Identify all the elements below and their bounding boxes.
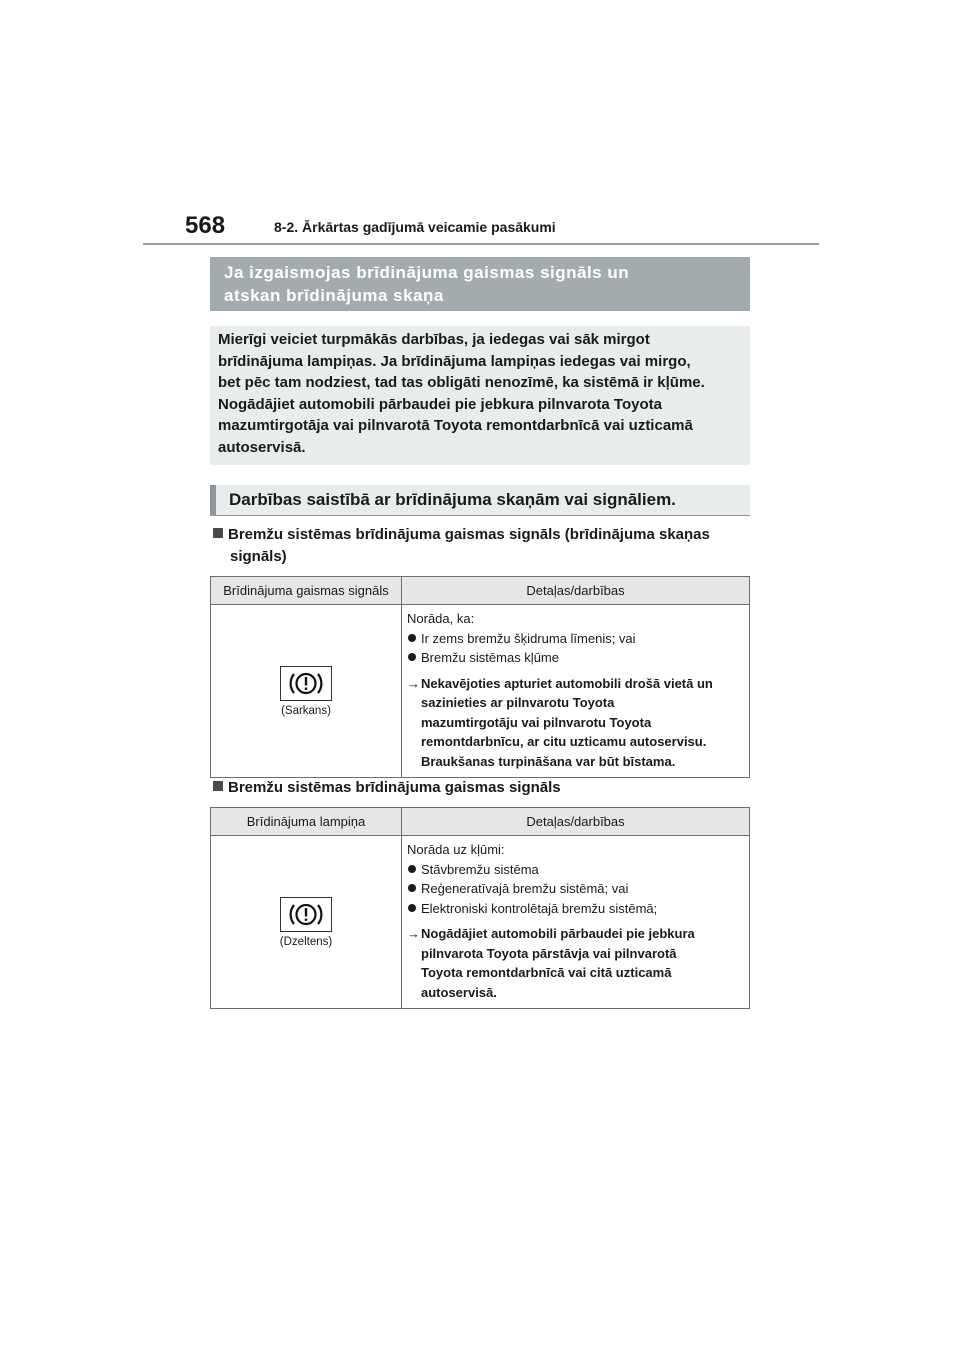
table-header-row	[211, 808, 750, 836]
icon-caption: (Dzeltens)	[279, 935, 333, 948]
section1-heading	[213, 524, 753, 568]
bullet-dot-icon	[408, 634, 416, 642]
action-text	[407, 674, 744, 772]
table-row	[211, 836, 750, 1009]
arrow-icon: →	[407, 926, 420, 941]
action-line: Nekavējoties apturiet automobili drošā vietā un	[421, 675, 713, 691]
page-number: 568	[185, 212, 226, 239]
notice-line: bet pēc tam nodziest, tad tas obligāti nenozīmē, ka sistēmā ir kļūme.	[218, 374, 705, 391]
section1-heading-text: signāls)	[230, 548, 287, 565]
section1-heading-text: Bremžu sistēmas brīdinājuma gaismas signāls (brīdinājuma skaņas	[228, 526, 710, 543]
warning-banner	[210, 257, 750, 311]
icon-caption: (Sarkans)	[281, 704, 331, 717]
action-line: pilnvarota Toyota pārstāvja vai pilnvarotā	[421, 945, 677, 961]
actions-subheading: Darbības saistībā ar brīdinājuma skaņām vai signāliem.	[210, 485, 750, 516]
action-line: remontdarbnīcu, ar citu uzticamu autoservisu.	[421, 734, 707, 749]
bullet-dot-icon	[408, 884, 416, 892]
action-text	[407, 924, 744, 1002]
list-item	[407, 629, 744, 649]
details-intro: Norāda uz kļūmi:	[407, 842, 505, 857]
details-cell	[402, 836, 750, 1009]
brake-warning-icon	[280, 897, 332, 932]
action-line: Nogādājiet automobili pārbaudei pie jebkura	[421, 926, 695, 941]
section2-heading	[213, 777, 753, 799]
action-line: Toyota remontdarbnīcā vai citā uzticamā	[421, 965, 672, 980]
bullet-dot-icon	[408, 865, 416, 873]
table-header-row	[211, 577, 750, 605]
action-line: sazinieties ar pilnvarotu Toyota	[421, 695, 615, 710]
action-line: autoservisā.	[421, 984, 497, 1000]
section2-heading-text: Bremžu sistēmas brīdinājuma gaismas signāls	[228, 779, 561, 796]
column-header: Detaļas/darbības	[402, 577, 750, 605]
bullet-dot-icon	[408, 653, 416, 661]
header-divider	[143, 243, 819, 245]
table-row	[211, 605, 750, 778]
column-header: Detaļas/darbības	[402, 808, 750, 836]
notice-line: autoservisā.	[218, 438, 306, 456]
list-item	[407, 879, 744, 899]
brake-warning-icon	[280, 666, 332, 701]
square-bullet-icon	[213, 781, 223, 791]
list-item-text: Bremžu sistēmas kļūme	[421, 650, 559, 665]
notice-line: mazumtirgotāja vai pilnvarotā Toyota remontdarbnīcā vai uzticamā	[218, 417, 693, 434]
list-item-text: Stāvbremžu sistēma	[421, 861, 539, 877]
notice-line: brīdinājuma lampiņas. Ja brīdinājuma lampiņas iedegas vai mirgo,	[218, 352, 691, 370]
column-header: Brīdinājuma lampiņa	[211, 808, 402, 836]
list-item	[407, 648, 744, 668]
yellow-warning-table	[210, 807, 750, 1009]
notice-box	[210, 326, 750, 465]
list-item-text: Elektroniski kontrolētajā bremžu sistēmā;	[421, 900, 658, 916]
notice-line: Mierīgi veiciet turpmākās darbības, ja iedegas vai sāk mirgot	[218, 331, 650, 348]
list-item-text: Ir zems bremžu šķidruma līmenis; vai	[421, 630, 636, 646]
bullet-dot-icon	[408, 904, 416, 912]
icon-cell	[211, 605, 402, 778]
red-warning-table	[210, 576, 750, 778]
column-header: Brīdinājuma gaismas signāls	[211, 577, 402, 605]
list-item	[407, 860, 744, 880]
banner-line: Ja izgaismojas brīdinājuma gaismas signāls un	[224, 263, 630, 282]
icon-cell	[211, 836, 402, 1009]
notice-line: Nogādājiet automobili pārbaudei pie jebkura pilnvarota Toyota	[218, 395, 662, 413]
banner-line: atskan brīdinājuma skaņa	[224, 286, 444, 305]
section-title: 8-2. Ārkārtas gadījumā veicamie pasākumi	[274, 219, 556, 235]
details-cell	[402, 605, 750, 778]
list-item-text: Reģeneratīvajā bremžu sistēmā; vai	[421, 881, 629, 896]
action-line: mazumtirgotāju vai pilnvarotu Toyota	[421, 714, 652, 730]
square-bullet-icon	[213, 528, 223, 538]
details-intro: Norāda, ka:	[407, 611, 475, 626]
action-line: Braukšanas turpināšana var būt bīstama.	[421, 753, 676, 769]
list-item	[407, 899, 744, 919]
arrow-icon: →	[407, 675, 420, 691]
